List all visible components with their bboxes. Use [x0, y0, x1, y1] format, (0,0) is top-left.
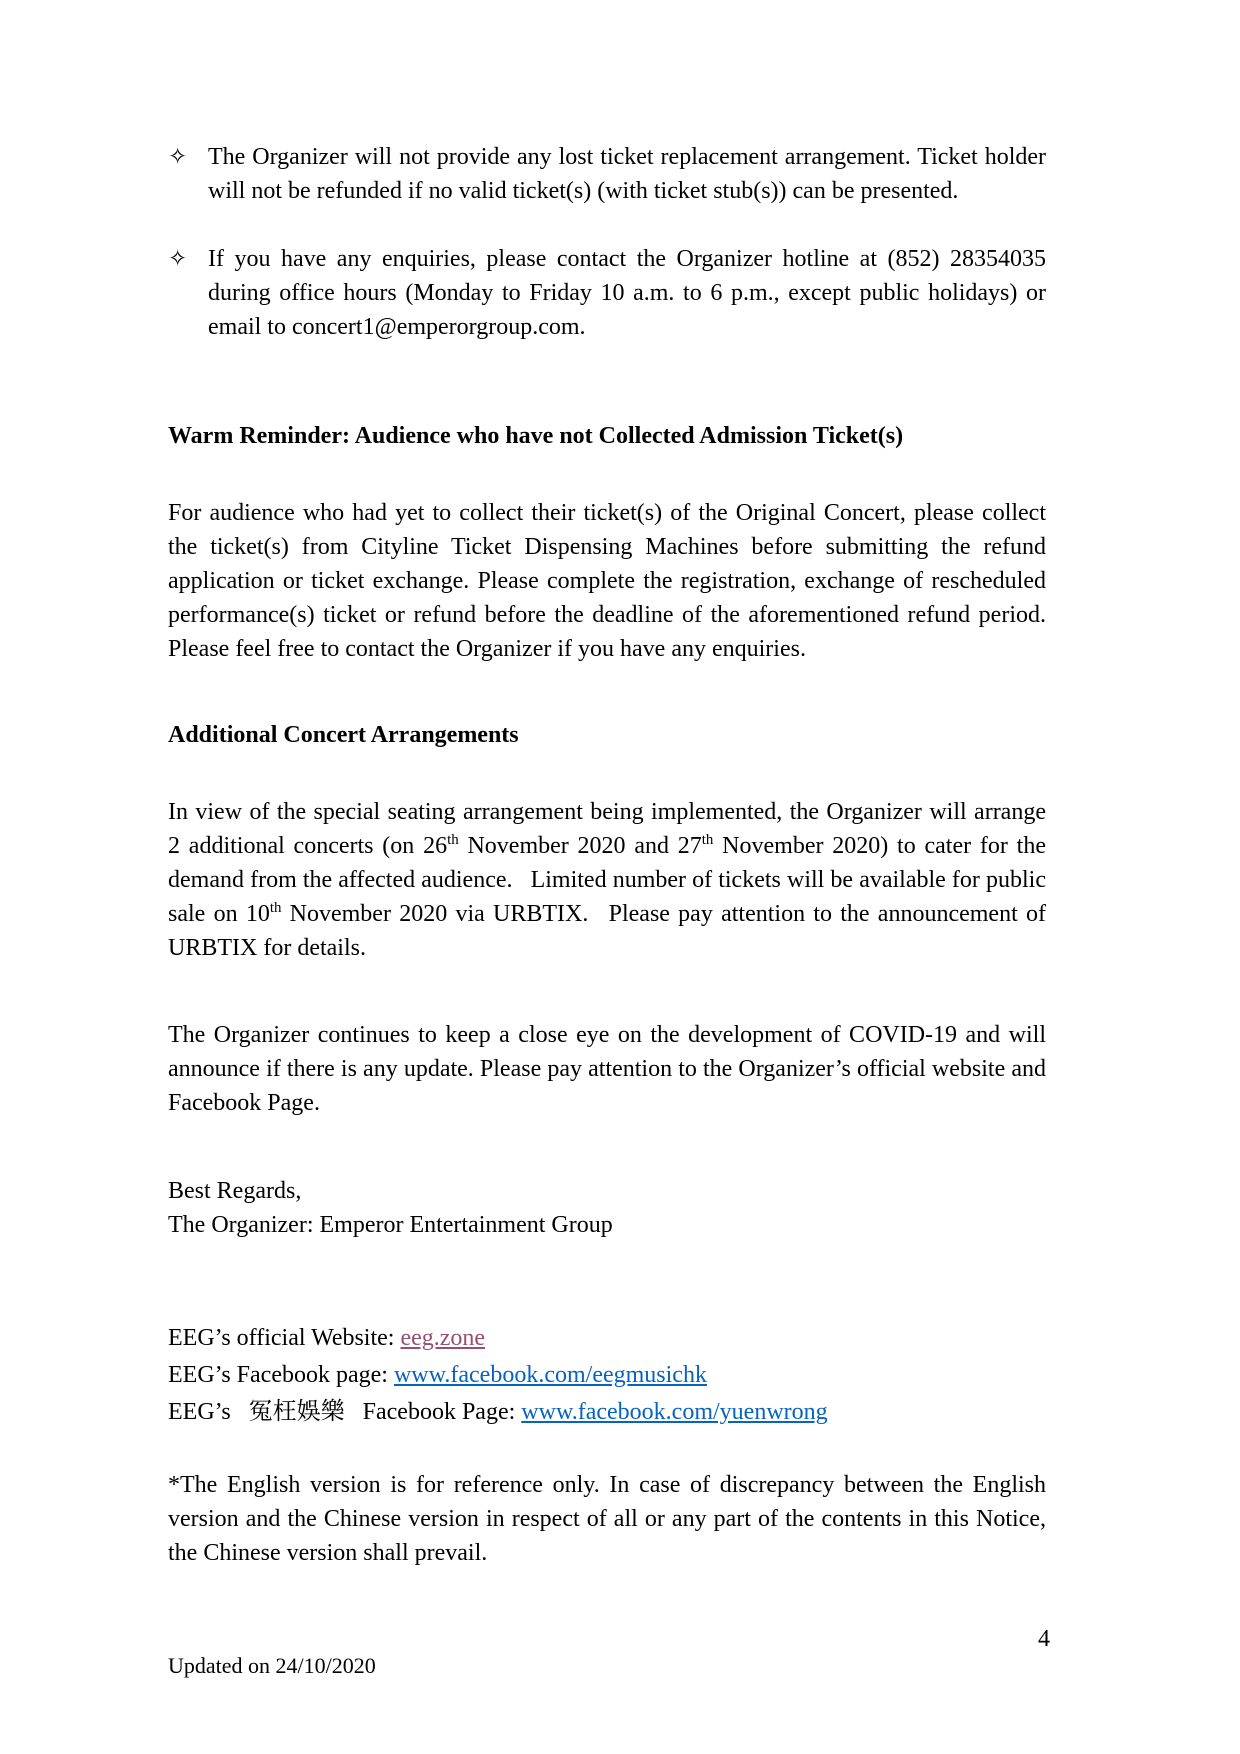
bullet-text: If you have any enquiries, please contact the Organizer hotline at (852) 28354035 during office hours (Monday to Friday 10 a.m. to 6 p.m., except public holidays) or email to concert1@emperorgroup.com. — [208, 246, 1046, 340]
updated-date-footer: Updated on 24/10/2020 — [168, 1653, 376, 1678]
diamond-bullet-icon: ✧ — [168, 246, 188, 271]
additional-concert-heading: Additional Concert Arrangements — [168, 722, 519, 748]
signoff-organizer: The Organizer: Emperor Entertainment Group — [168, 1212, 613, 1238]
bullet-item-enquiries — [168, 242, 1046, 344]
signoff-block — [168, 1174, 1046, 1242]
language-disclaimer-paragraph: *The English version is for reference only. In case of discrepancy between the English version and the Chinese version in respect of all or any part of the contents in this Notice, the Chinese version shall prevail. — [168, 1472, 1046, 1566]
signoff-regards: Best Regards, — [168, 1178, 302, 1204]
official-website-line — [168, 1320, 1046, 1357]
diamond-bullet-icon: ✧ — [168, 144, 188, 169]
links-block — [168, 1320, 1046, 1431]
facebook-page-label: EEG’s Facebook page: — [168, 1362, 394, 1388]
official-website-label: EEG’s official Website: — [168, 1325, 401, 1351]
warm-reminder-heading: Warm Reminder: Audience who have not Collected Admission Ticket(s) — [168, 423, 904, 449]
yuenwrong-page-link[interactable]: www.facebook.com/yuenwrong — [521, 1399, 828, 1425]
yuenwrong-page-line — [168, 1394, 1046, 1431]
covid-update-paragraph: The Organizer continues to keep a close eye on the development of COVID-19 and will announce if there is any update. Please pay attention to the Organizer’s official website and Facebook Page. — [168, 1022, 1046, 1116]
bullet-text: The Organizer will not provide any lost ticket replacement arrangement. Ticket holder will not be refunded if no valid ticket(s) (with ticket stub(s)) can be presented. — [208, 144, 1046, 204]
bullet-item-lost-ticket — [168, 140, 1046, 208]
official-website-link[interactable]: eeg.zone — [400, 1325, 486, 1351]
warm-reminder-paragraph: For audience who had yet to collect their ticket(s) of the Original Concert, please collect the ticket(s) from Cityline Ticket Dispensing Machines before submitting the refund application or ticket exchange. Please complete the registration, exchange of rescheduled performance(s) ticket or refund before the deadline of the aforementioned refund period. Please feel free to contact the Organizer if you have any enquiries. — [168, 500, 1046, 662]
page-number: 4 — [1038, 1626, 1050, 1652]
facebook-page-link[interactable]: www.facebook.com/eegmusichk — [393, 1362, 707, 1388]
additional-concert-paragraph: In view of the special seating arrangement being implemented, the Organizer will arrange 2 additional concerts (on 26th November 2020 and 27th November 2020) to cater for the demand from the affected audience. Limited number of tickets will be available for public sale on 10th November 2020 via URBTIX. Please pay attention to the announcement of URBTIX for details. — [168, 799, 1046, 961]
yuenwrong-page-label: EEG’s 冤枉娛樂 Facebook Page: — [168, 1399, 522, 1425]
facebook-page-line — [168, 1357, 1046, 1394]
